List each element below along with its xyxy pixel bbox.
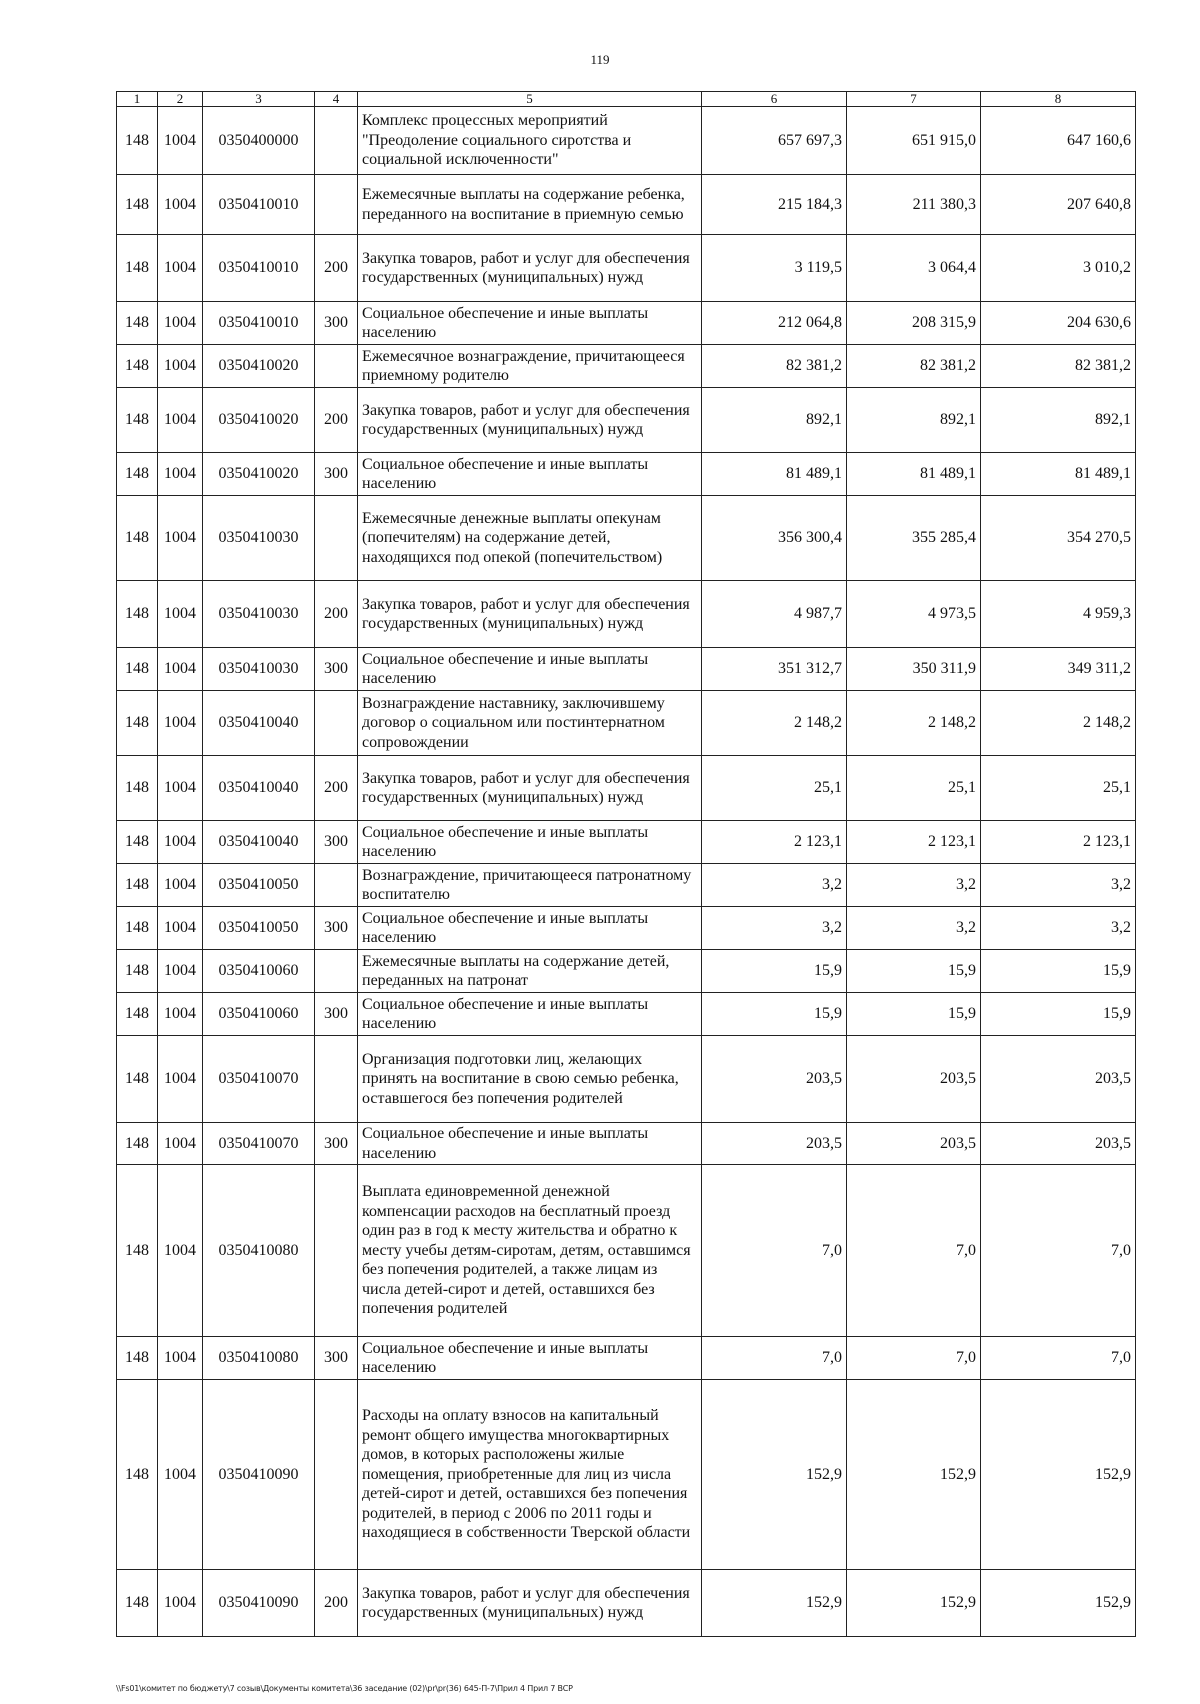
amount-year2-cell: 203,5: [847, 1123, 981, 1165]
section-code-cell: 1004: [158, 107, 203, 175]
amount-year3-cell: 7,0: [981, 1165, 1136, 1337]
target-article-cell: 0350410080: [203, 1337, 315, 1380]
expense-type-cell: [315, 691, 358, 756]
ministry-code-cell: 148: [117, 821, 158, 864]
ministry-code-cell: 148: [117, 453, 158, 496]
amount-year2-cell: 152,9: [847, 1380, 981, 1570]
column-header: 6: [702, 92, 847, 107]
section-code-cell: 1004: [158, 235, 203, 302]
amount-year1-cell: 7,0: [702, 1165, 847, 1337]
target-article-cell: 0350410030: [203, 581, 315, 648]
expense-type-cell: 300: [315, 1337, 358, 1380]
target-article-cell: 0350410070: [203, 1123, 315, 1165]
amount-year1-cell: 657 697,3: [702, 107, 847, 175]
description-cell: Социальное обеспечение и иные выплаты населению: [358, 648, 702, 691]
table-row: [117, 1165, 1136, 1337]
amount-year3-cell: 3,2: [981, 907, 1136, 950]
expense-type-cell: [315, 1165, 358, 1337]
amount-year3-cell: 82 381,2: [981, 345, 1136, 388]
section-code-cell: 1004: [158, 1123, 203, 1165]
expense-type-cell: 300: [315, 907, 358, 950]
amount-year1-cell: 25,1: [702, 756, 847, 821]
section-code-cell: 1004: [158, 864, 203, 907]
expense-type-cell: [315, 1380, 358, 1570]
amount-year3-cell: 892,1: [981, 388, 1136, 453]
amount-year2-cell: 152,9: [847, 1570, 981, 1637]
section-code-cell: 1004: [158, 496, 203, 581]
table-row: [117, 175, 1136, 235]
expense-type-cell: 200: [315, 1570, 358, 1637]
amount-year3-cell: 152,9: [981, 1570, 1136, 1637]
expense-type-cell: 300: [315, 453, 358, 496]
amount-year3-cell: 203,5: [981, 1123, 1136, 1165]
amount-year1-cell: 15,9: [702, 950, 847, 993]
amount-year2-cell: 211 380,3: [847, 175, 981, 235]
section-code-cell: 1004: [158, 993, 203, 1036]
table-row: [117, 1337, 1136, 1380]
amount-year3-cell: 4 959,3: [981, 581, 1136, 648]
ministry-code-cell: 148: [117, 864, 158, 907]
ministry-code-cell: 148: [117, 648, 158, 691]
amount-year3-cell: 25,1: [981, 756, 1136, 821]
expense-type-cell: 200: [315, 235, 358, 302]
section-code-cell: 1004: [158, 345, 203, 388]
section-code-cell: 1004: [158, 950, 203, 993]
amount-year3-cell: 15,9: [981, 950, 1136, 993]
amount-year1-cell: 203,5: [702, 1036, 847, 1123]
amount-year2-cell: 350 311,9: [847, 648, 981, 691]
amount-year1-cell: 7,0: [702, 1337, 847, 1380]
description-cell: Ежемесячные выплаты на содержание детей, переданных на патронат: [358, 950, 702, 993]
amount-year1-cell: 2 123,1: [702, 821, 847, 864]
description-cell: Закупка товаров, работ и услуг для обеспечения государственных (муниципальных) нужд: [358, 1570, 702, 1637]
amount-year2-cell: 355 285,4: [847, 496, 981, 581]
ministry-code-cell: 148: [117, 107, 158, 175]
amount-year2-cell: 203,5: [847, 1036, 981, 1123]
target-article-cell: 0350410010: [203, 175, 315, 235]
ministry-code-cell: 148: [117, 302, 158, 345]
description-cell: Вознаграждение, причитающееся патронатному воспитателю: [358, 864, 702, 907]
amount-year3-cell: 7,0: [981, 1337, 1136, 1380]
amount-year1-cell: 3,2: [702, 907, 847, 950]
ministry-code-cell: 148: [117, 1337, 158, 1380]
description-cell: Комплекс процессных мероприятий "Преодоление социального сиротства и социальной исключенности": [358, 107, 702, 175]
section-code-cell: 1004: [158, 648, 203, 691]
expense-type-cell: [315, 345, 358, 388]
expense-type-cell: 300: [315, 993, 358, 1036]
column-header: 2: [158, 92, 203, 107]
amount-year1-cell: 3 119,5: [702, 235, 847, 302]
table-row: [117, 756, 1136, 821]
target-article-cell: 0350410010: [203, 235, 315, 302]
target-article-cell: 0350410040: [203, 756, 315, 821]
expense-type-cell: [315, 107, 358, 175]
ministry-code-cell: 148: [117, 907, 158, 950]
ministry-code-cell: 148: [117, 1380, 158, 1570]
column-header: 7: [847, 92, 981, 107]
amount-year1-cell: 2 148,2: [702, 691, 847, 756]
table-row: [117, 388, 1136, 453]
amount-year2-cell: 208 315,9: [847, 302, 981, 345]
target-article-cell: 0350410020: [203, 388, 315, 453]
amount-year3-cell: 2 148,2: [981, 691, 1136, 756]
ministry-code-cell: 148: [117, 950, 158, 993]
expense-type-cell: [315, 175, 358, 235]
target-article-cell: 0350410090: [203, 1570, 315, 1637]
amount-year2-cell: 3,2: [847, 907, 981, 950]
target-article-cell: 0350410060: [203, 950, 315, 993]
target-article-cell: 0350410070: [203, 1036, 315, 1123]
table-row: [117, 648, 1136, 691]
ministry-code-cell: 148: [117, 993, 158, 1036]
description-cell: Социальное обеспечение и иные выплаты населению: [358, 821, 702, 864]
section-code-cell: 1004: [158, 907, 203, 950]
description-cell: Организация подготовки лиц, желающих принять на воспитание в свою семью ребенка, оставшегося без попечения родителей: [358, 1036, 702, 1123]
table-row: [117, 1036, 1136, 1123]
description-cell: Социальное обеспечение и иные выплаты населению: [358, 1337, 702, 1380]
description-cell: Ежемесячные выплаты на содержание ребенка, переданного на воспитание в приемную семью: [358, 175, 702, 235]
table-row: [117, 107, 1136, 175]
description-cell: Закупка товаров, работ и услуг для обеспечения государственных (муниципальных) нужд: [358, 756, 702, 821]
section-code-cell: 1004: [158, 1036, 203, 1123]
column-header: 4: [315, 92, 358, 107]
ministry-code-cell: 148: [117, 1165, 158, 1337]
section-code-cell: 1004: [158, 756, 203, 821]
expense-type-cell: 200: [315, 388, 358, 453]
section-code-cell: 1004: [158, 821, 203, 864]
table-row: [117, 302, 1136, 345]
expense-type-cell: [315, 496, 358, 581]
table-row: [117, 496, 1136, 581]
table-row: [117, 1570, 1136, 1637]
amount-year2-cell: 2 148,2: [847, 691, 981, 756]
ministry-code-cell: 148: [117, 175, 158, 235]
amount-year1-cell: 351 312,7: [702, 648, 847, 691]
amount-year2-cell: 2 123,1: [847, 821, 981, 864]
amount-year2-cell: 4 973,5: [847, 581, 981, 648]
table-row: [117, 950, 1136, 993]
column-number-header-row: [117, 92, 1136, 107]
budget-table: [116, 91, 1136, 1637]
section-code-cell: 1004: [158, 175, 203, 235]
description-cell: Социальное обеспечение и иные выплаты населению: [358, 993, 702, 1036]
amount-year1-cell: 152,9: [702, 1570, 847, 1637]
column-header: 3: [203, 92, 315, 107]
section-code-cell: 1004: [158, 1570, 203, 1637]
amount-year2-cell: 892,1: [847, 388, 981, 453]
ministry-code-cell: 148: [117, 581, 158, 648]
amount-year3-cell: 81 489,1: [981, 453, 1136, 496]
target-article-cell: 0350410050: [203, 864, 315, 907]
expense-type-cell: [315, 864, 358, 907]
amount-year3-cell: 354 270,5: [981, 496, 1136, 581]
table-row: [117, 1123, 1136, 1165]
table-row: [117, 235, 1136, 302]
expense-type-cell: [315, 1036, 358, 1123]
amount-year3-cell: 15,9: [981, 993, 1136, 1036]
table-row: [117, 864, 1136, 907]
amount-year1-cell: 212 064,8: [702, 302, 847, 345]
description-cell: Расходы на оплату взносов на капитальный ремонт общего имущества многоквартирных домов, в которых расположены жилые помещения, приобретенные для лиц из числа детей-сирот и детей, оставшихся без попечения родителей, в период с 2006 по 2011 годы и находящиеся в собственности Тверской области: [358, 1380, 702, 1570]
section-code-cell: 1004: [158, 691, 203, 756]
amount-year1-cell: 152,9: [702, 1380, 847, 1570]
amount-year2-cell: 15,9: [847, 950, 981, 993]
target-article-cell: 0350410020: [203, 453, 315, 496]
section-code-cell: 1004: [158, 1165, 203, 1337]
amount-year3-cell: 152,9: [981, 1380, 1136, 1570]
table-row: [117, 581, 1136, 648]
amount-year2-cell: 3,2: [847, 864, 981, 907]
expense-type-cell: [315, 950, 358, 993]
ministry-code-cell: 148: [117, 1570, 158, 1637]
target-article-cell: 0350410090: [203, 1380, 315, 1570]
description-cell: Закупка товаров, работ и услуг для обеспечения государственных (муниципальных) нужд: [358, 235, 702, 302]
description-cell: Ежемесячное вознаграждение, причитающееся приемному родителю: [358, 345, 702, 388]
description-cell: Вознаграждение наставнику, заключившему договор о социальном или постинтернатном сопровождении: [358, 691, 702, 756]
ministry-code-cell: 148: [117, 756, 158, 821]
amount-year1-cell: 3,2: [702, 864, 847, 907]
description-cell: Закупка товаров, работ и услуг для обеспечения государственных (муниципальных) нужд: [358, 581, 702, 648]
section-code-cell: 1004: [158, 581, 203, 648]
amount-year2-cell: 7,0: [847, 1165, 981, 1337]
amount-year3-cell: 3,2: [981, 864, 1136, 907]
ministry-code-cell: 148: [117, 691, 158, 756]
description-cell: Ежемесячные денежные выплаты опекунам (попечителям) на содержание детей, находящихся под опекой (попечительством): [358, 496, 702, 581]
description-cell: Закупка товаров, работ и услуг для обеспечения государственных (муниципальных) нужд: [358, 388, 702, 453]
target-article-cell: 0350410030: [203, 496, 315, 581]
target-article-cell: 0350410030: [203, 648, 315, 691]
amount-year1-cell: 203,5: [702, 1123, 847, 1165]
expense-type-cell: 300: [315, 648, 358, 691]
file-path-footer: \\Fs01\комитет по бюджету\7 созыв\Документы комитета\36 заседание (02)\pr\pr(36) 645-П-7\Прил 4 Прил 7 ВСР: [116, 1684, 573, 1693]
amount-year3-cell: 204 630,6: [981, 302, 1136, 345]
amount-year1-cell: 4 987,7: [702, 581, 847, 648]
table-row: [117, 453, 1136, 496]
target-article-cell: 0350410010: [203, 302, 315, 345]
section-code-cell: 1004: [158, 1337, 203, 1380]
amount-year1-cell: 215 184,3: [702, 175, 847, 235]
table-row: [117, 1380, 1136, 1570]
table-row: [117, 691, 1136, 756]
description-cell: Социальное обеспечение и иные выплаты населению: [358, 1123, 702, 1165]
section-code-cell: 1004: [158, 388, 203, 453]
amount-year3-cell: 3 010,2: [981, 235, 1136, 302]
table-row: [117, 345, 1136, 388]
target-article-cell: 0350410040: [203, 691, 315, 756]
table-row: [117, 821, 1136, 864]
amount-year3-cell: 349 311,2: [981, 648, 1136, 691]
description-cell: Социальное обеспечение и иные выплаты населению: [358, 302, 702, 345]
amount-year2-cell: 7,0: [847, 1337, 981, 1380]
target-article-cell: 0350410020: [203, 345, 315, 388]
ministry-code-cell: 148: [117, 345, 158, 388]
amount-year1-cell: 81 489,1: [702, 453, 847, 496]
amount-year3-cell: 207 640,8: [981, 175, 1136, 235]
amount-year2-cell: 82 381,2: [847, 345, 981, 388]
amount-year3-cell: 2 123,1: [981, 821, 1136, 864]
amount-year1-cell: 356 300,4: [702, 496, 847, 581]
table-row: [117, 993, 1136, 1036]
expense-type-cell: 300: [315, 821, 358, 864]
target-article-cell: 0350410040: [203, 821, 315, 864]
description-cell: Социальное обеспечение и иные выплаты населению: [358, 453, 702, 496]
amount-year2-cell: 15,9: [847, 993, 981, 1036]
description-cell: Выплата единовременной денежной компенсации расходов на бесплатный проезд один раз в год к месту жительства и обратно к месту учебы детям-сиротам, детям, оставшимся без попечения родителей, а также лицам из числа детей-сирот и детей, оставшихся без попечения родителей: [358, 1165, 702, 1337]
expense-type-cell: 200: [315, 756, 358, 821]
amount-year2-cell: 3 064,4: [847, 235, 981, 302]
amount-year1-cell: 82 381,2: [702, 345, 847, 388]
page-number: 119: [590, 52, 610, 67]
amount-year2-cell: 651 915,0: [847, 107, 981, 175]
section-code-cell: 1004: [158, 453, 203, 496]
ministry-code-cell: 148: [117, 1036, 158, 1123]
ministry-code-cell: 148: [117, 1123, 158, 1165]
ministry-code-cell: 148: [117, 496, 158, 581]
expense-type-cell: 300: [315, 1123, 358, 1165]
column-header: 8: [981, 92, 1136, 107]
section-code-cell: 1004: [158, 1380, 203, 1570]
section-code-cell: 1004: [158, 302, 203, 345]
amount-year2-cell: 25,1: [847, 756, 981, 821]
description-cell: Социальное обеспечение и иные выплаты населению: [358, 907, 702, 950]
target-article-cell: 0350410060: [203, 993, 315, 1036]
ministry-code-cell: 148: [117, 235, 158, 302]
target-article-cell: 0350400000: [203, 107, 315, 175]
expense-type-cell: 200: [315, 581, 358, 648]
column-header: 1: [117, 92, 158, 107]
expense-type-cell: 300: [315, 302, 358, 345]
amount-year2-cell: 81 489,1: [847, 453, 981, 496]
table-row: [117, 907, 1136, 950]
amount-year3-cell: 203,5: [981, 1036, 1136, 1123]
target-article-cell: 0350410080: [203, 1165, 315, 1337]
ministry-code-cell: 148: [117, 388, 158, 453]
amount-year3-cell: 647 160,6: [981, 107, 1136, 175]
amount-year1-cell: 15,9: [702, 993, 847, 1036]
target-article-cell: 0350410050: [203, 907, 315, 950]
column-header: 5: [358, 92, 702, 107]
amount-year1-cell: 892,1: [702, 388, 847, 453]
